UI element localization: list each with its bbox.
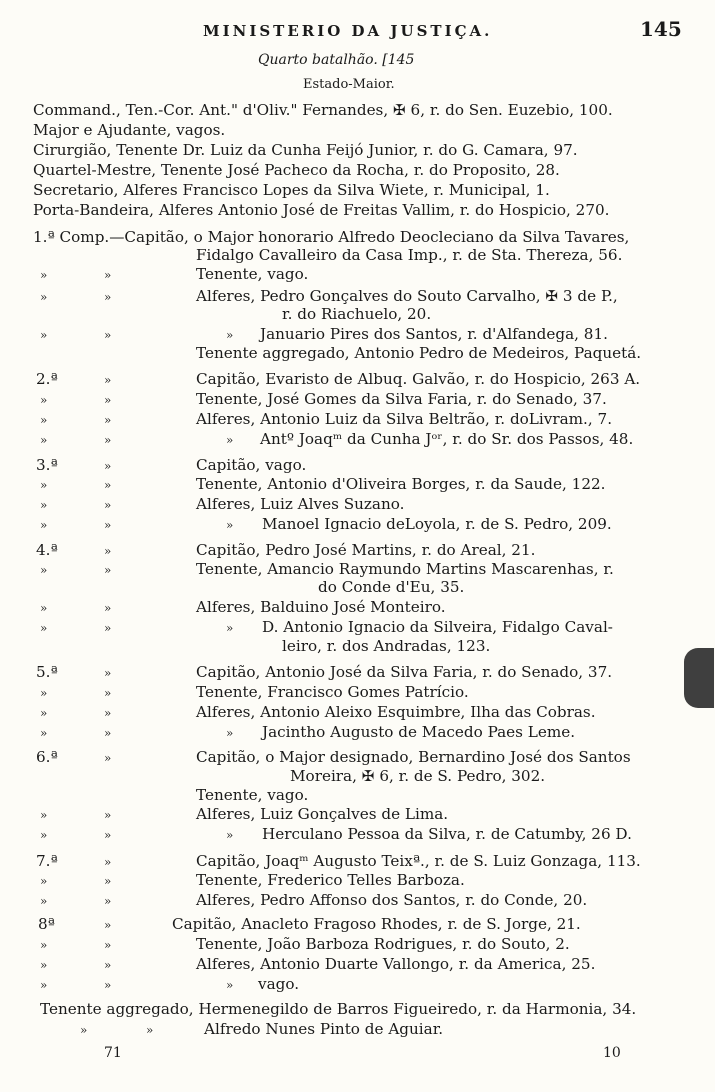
ditto-mark: » (40, 808, 48, 822)
company-6-lieutenant: Tenente, vago. (196, 786, 309, 804)
ditto-mark: » (104, 478, 112, 492)
ditto-mark: » (40, 958, 48, 972)
ditto-mark: » (40, 433, 48, 447)
staff-secretary: Secretario, Alferes Francisco Lopes da Silva Wiete, r. Municipal, 1. (33, 181, 550, 199)
ditto-mark: » (104, 726, 112, 740)
ditto-mark: » (40, 290, 48, 304)
ditto-mark: » (226, 978, 234, 992)
company-8-number: 8ª (38, 915, 55, 933)
ditto-mark: » (104, 328, 112, 342)
ditto-mark: » (104, 874, 112, 888)
footer-page-mark: 10 (603, 1045, 621, 1061)
aggregated-lieutenant: Tenente aggregado, Hermenegildo de Barros Figueiredo, r. da Harmonia, 34. (40, 1000, 637, 1018)
company-3-captain: Capitão, vago. (196, 456, 307, 474)
ditto-mark: » (40, 726, 48, 740)
ditto-mark: » (226, 828, 234, 842)
ditto-mark: » (104, 563, 112, 577)
company-6-captain-cont: Moreira, ✠ 6, r. de S. Pedro, 302. (290, 767, 546, 785)
ditto-mark: » (104, 433, 112, 447)
ditto-mark: » (40, 621, 48, 635)
ditto-mark: » (226, 518, 234, 532)
ditto-mark: » (40, 874, 48, 888)
company-3-ensign: Alferes, Luiz Alves Suzano. (196, 495, 405, 513)
company-2-captain: Capitão, Evaristo de Albuq. Galvão, r. do Hospicio, 263 A. (196, 370, 641, 388)
company-4-ensign-2-cont: leiro, r. dos Andradas, 123. (282, 637, 491, 655)
ditto-mark: » (104, 828, 112, 842)
ditto-mark: » (104, 413, 112, 427)
ditto-mark: » (104, 958, 112, 972)
company-1-aggregated: Tenente aggregado, Antonio Pedro de Medeiros, Paquetá. (196, 344, 642, 362)
company-1-captain: 1.ª Comp.—Capitão, o Major honorario Alfredo Deocleciano da Silva Tavares, (33, 228, 630, 246)
ditto-mark: » (104, 268, 112, 282)
company-4-lieutenant: Tenente, Amancio Raymundo Martins Mascarenhas, r. (196, 560, 614, 578)
company-2-ensign-2: Antº Joaqᵐ da Cunha Jᵒʳ, r. do Sr. dos Passos, 48. (260, 430, 634, 448)
company-5-ensign: Alferes, Antonio Aleixo Esquimbre, Ilha das Cobras. (196, 703, 596, 721)
ditto-mark: » (104, 918, 112, 932)
ditto-mark: » (40, 938, 48, 952)
company-1-lieutenant: Tenente, vago. (196, 265, 309, 283)
staff-standard-bearer: Porta-Bandeira, Alferes Antonio José de Freitas Vallim, r. do Hospicio, 270. (33, 201, 610, 219)
ditto-mark: » (104, 518, 112, 532)
company-1-ensign-2: Januario Pires dos Santos, r. d'Alfandega, 81. (260, 325, 608, 343)
footer-signature-mark: 71 (104, 1045, 122, 1061)
ditto-mark: » (104, 938, 112, 952)
company-1-ensign: Alferes, Pedro Gonçalves do Souto Carvalho, ✠ 3 de P., (196, 287, 618, 305)
ditto-mark: » (104, 706, 112, 720)
company-6-ensign: Alferes, Luiz Gonçalves de Lima. (196, 805, 449, 823)
ditto-mark: » (226, 621, 234, 635)
ditto-mark: » (104, 621, 112, 635)
company-5-lieutenant: Tenente, Francisco Gomes Patrício. (196, 683, 469, 701)
ditto-mark: » (104, 894, 112, 908)
company-8-ensign-2: vago. (258, 975, 300, 993)
company-4-ensign-2: D. Antonio Ignacio da Silveira, Fidalgo Caval- (262, 618, 613, 636)
battalion-title: Quarto batalhão. [145 (258, 52, 415, 68)
company-4-number: 4.ª (36, 541, 58, 559)
ditto-mark: » (40, 478, 48, 492)
company-2-ensign: Alferes, Antonio Luiz da Silva Beltrão, r. doLivram., 7. (196, 410, 613, 428)
company-7-number: 7.ª (36, 852, 58, 870)
ditto-mark: » (226, 433, 234, 447)
ditto-mark: » (40, 328, 48, 342)
company-5-captain: Capitão, Antonio José da Silva Faria, r. do Senado, 37. (196, 663, 613, 681)
ditto-mark: » (104, 751, 112, 765)
ditto-mark: » (40, 686, 48, 700)
ditto-mark: » (40, 268, 48, 282)
company-5-ensign-2: Jacintho Augusto de Macedo Paes Leme. (262, 723, 576, 741)
ditto-mark: » (104, 855, 112, 869)
ditto-mark: » (40, 828, 48, 842)
ditto-mark: » (40, 978, 48, 992)
ditto-mark: » (104, 978, 112, 992)
company-6-ensign-2: Herculano Pessoa da Silva, r. de Catumby, 26 D. (262, 825, 632, 843)
ditto-mark: » (104, 498, 112, 512)
ditto-mark: » (40, 563, 48, 577)
company-1-ensign-cont: r. do Riachuelo, 20. (282, 305, 432, 323)
page-header-title: MINISTERIO DA JUSTIÇA. (203, 22, 493, 40)
ditto-mark: » (226, 328, 234, 342)
company-6-number: 6.ª (36, 748, 58, 766)
aggregated-lieutenant-2: Alfredo Nunes Pinto de Aguiar. (204, 1020, 444, 1038)
company-7-captain: Capitão, Joaqᵐ Augusto Teixª., r. de S. Luiz Gonzaga, 113. (196, 852, 641, 870)
ditto-mark: » (104, 686, 112, 700)
company-3-lieutenant: Tenente, Antonio d'Oliveira Borges, r. da Saude, 122. (196, 475, 606, 493)
company-5-number: 5.ª (36, 663, 58, 681)
staff-major: Major e Ajudante, vagos. (33, 121, 226, 139)
staff-commander: Command., Ten.-Cor. Ant." d'Oliv." Fernandes, ✠ 6, r. do Sen. Euzebio, 100. (33, 101, 613, 119)
company-3-ensign-2: Manoel Ignacio deLoyola, r. de S. Pedro, 209. (262, 515, 612, 533)
company-7-lieutenant: Tenente, Frederico Telles Barboza. (196, 871, 465, 889)
ditto-mark: » (146, 1023, 154, 1037)
ditto-mark: » (104, 373, 112, 387)
page-number: 145 (640, 17, 682, 41)
ditto-mark: » (40, 498, 48, 512)
company-8-captain: Capitão, Anacleto Fragoso Rhodes, r. de S. Jorge, 21. (172, 915, 581, 933)
ditto-mark: » (40, 413, 48, 427)
company-4-lieutenant-cont: do Conde d'Eu, 35. (318, 578, 465, 596)
company-7-ensign: Alferes, Pedro Affonso dos Santos, r. do Conde, 20. (196, 891, 588, 909)
company-8-ensign: Alferes, Antonio Duarte Vallongo, r. da America, 25. (196, 955, 596, 973)
ditto-mark: » (104, 544, 112, 558)
section-title: Estado-Maior. (303, 77, 395, 92)
ditto-mark: » (104, 808, 112, 822)
ink-blot-decoration (684, 648, 714, 708)
ditto-mark: » (104, 459, 112, 473)
company-8-lieutenant: Tenente, João Barboza Rodrigues, r. do Souto, 2. (196, 935, 570, 953)
company-3-number: 3.ª (36, 456, 58, 474)
company-6-captain: Capitão, o Major designado, Bernardino José dos Santos (196, 748, 631, 766)
ditto-mark: » (80, 1023, 88, 1037)
company-4-ensign: Alferes, Balduino José Monteiro. (196, 598, 446, 616)
ditto-mark: » (40, 518, 48, 532)
ditto-mark: » (104, 601, 112, 615)
staff-quartermaster: Quartel-Mestre, Tenente José Pacheco da Rocha, r. do Proposito, 28. (33, 161, 560, 179)
company-2-lieutenant: Tenente, José Gomes da Silva Faria, r. do Senado, 37. (196, 390, 607, 408)
ditto-mark: » (104, 393, 112, 407)
company-2-number: 2.ª (36, 370, 58, 388)
ditto-mark: » (226, 726, 234, 740)
ditto-mark: » (40, 894, 48, 908)
ditto-mark: » (104, 666, 112, 680)
ditto-mark: » (40, 393, 48, 407)
staff-surgeon: Cirurgião, Tenente Dr. Luiz da Cunha Feijó Junior, r. do G. Camara, 97. (33, 141, 578, 159)
company-4-captain: Capitão, Pedro José Martins, r. do Areal, 21. (196, 541, 536, 559)
ditto-mark: » (104, 290, 112, 304)
company-1-captain-cont: Fidalgo Cavalleiro da Casa Imp., r. de Sta. Thereza, 56. (196, 246, 623, 264)
ditto-mark: » (40, 706, 48, 720)
ditto-mark: » (40, 601, 48, 615)
